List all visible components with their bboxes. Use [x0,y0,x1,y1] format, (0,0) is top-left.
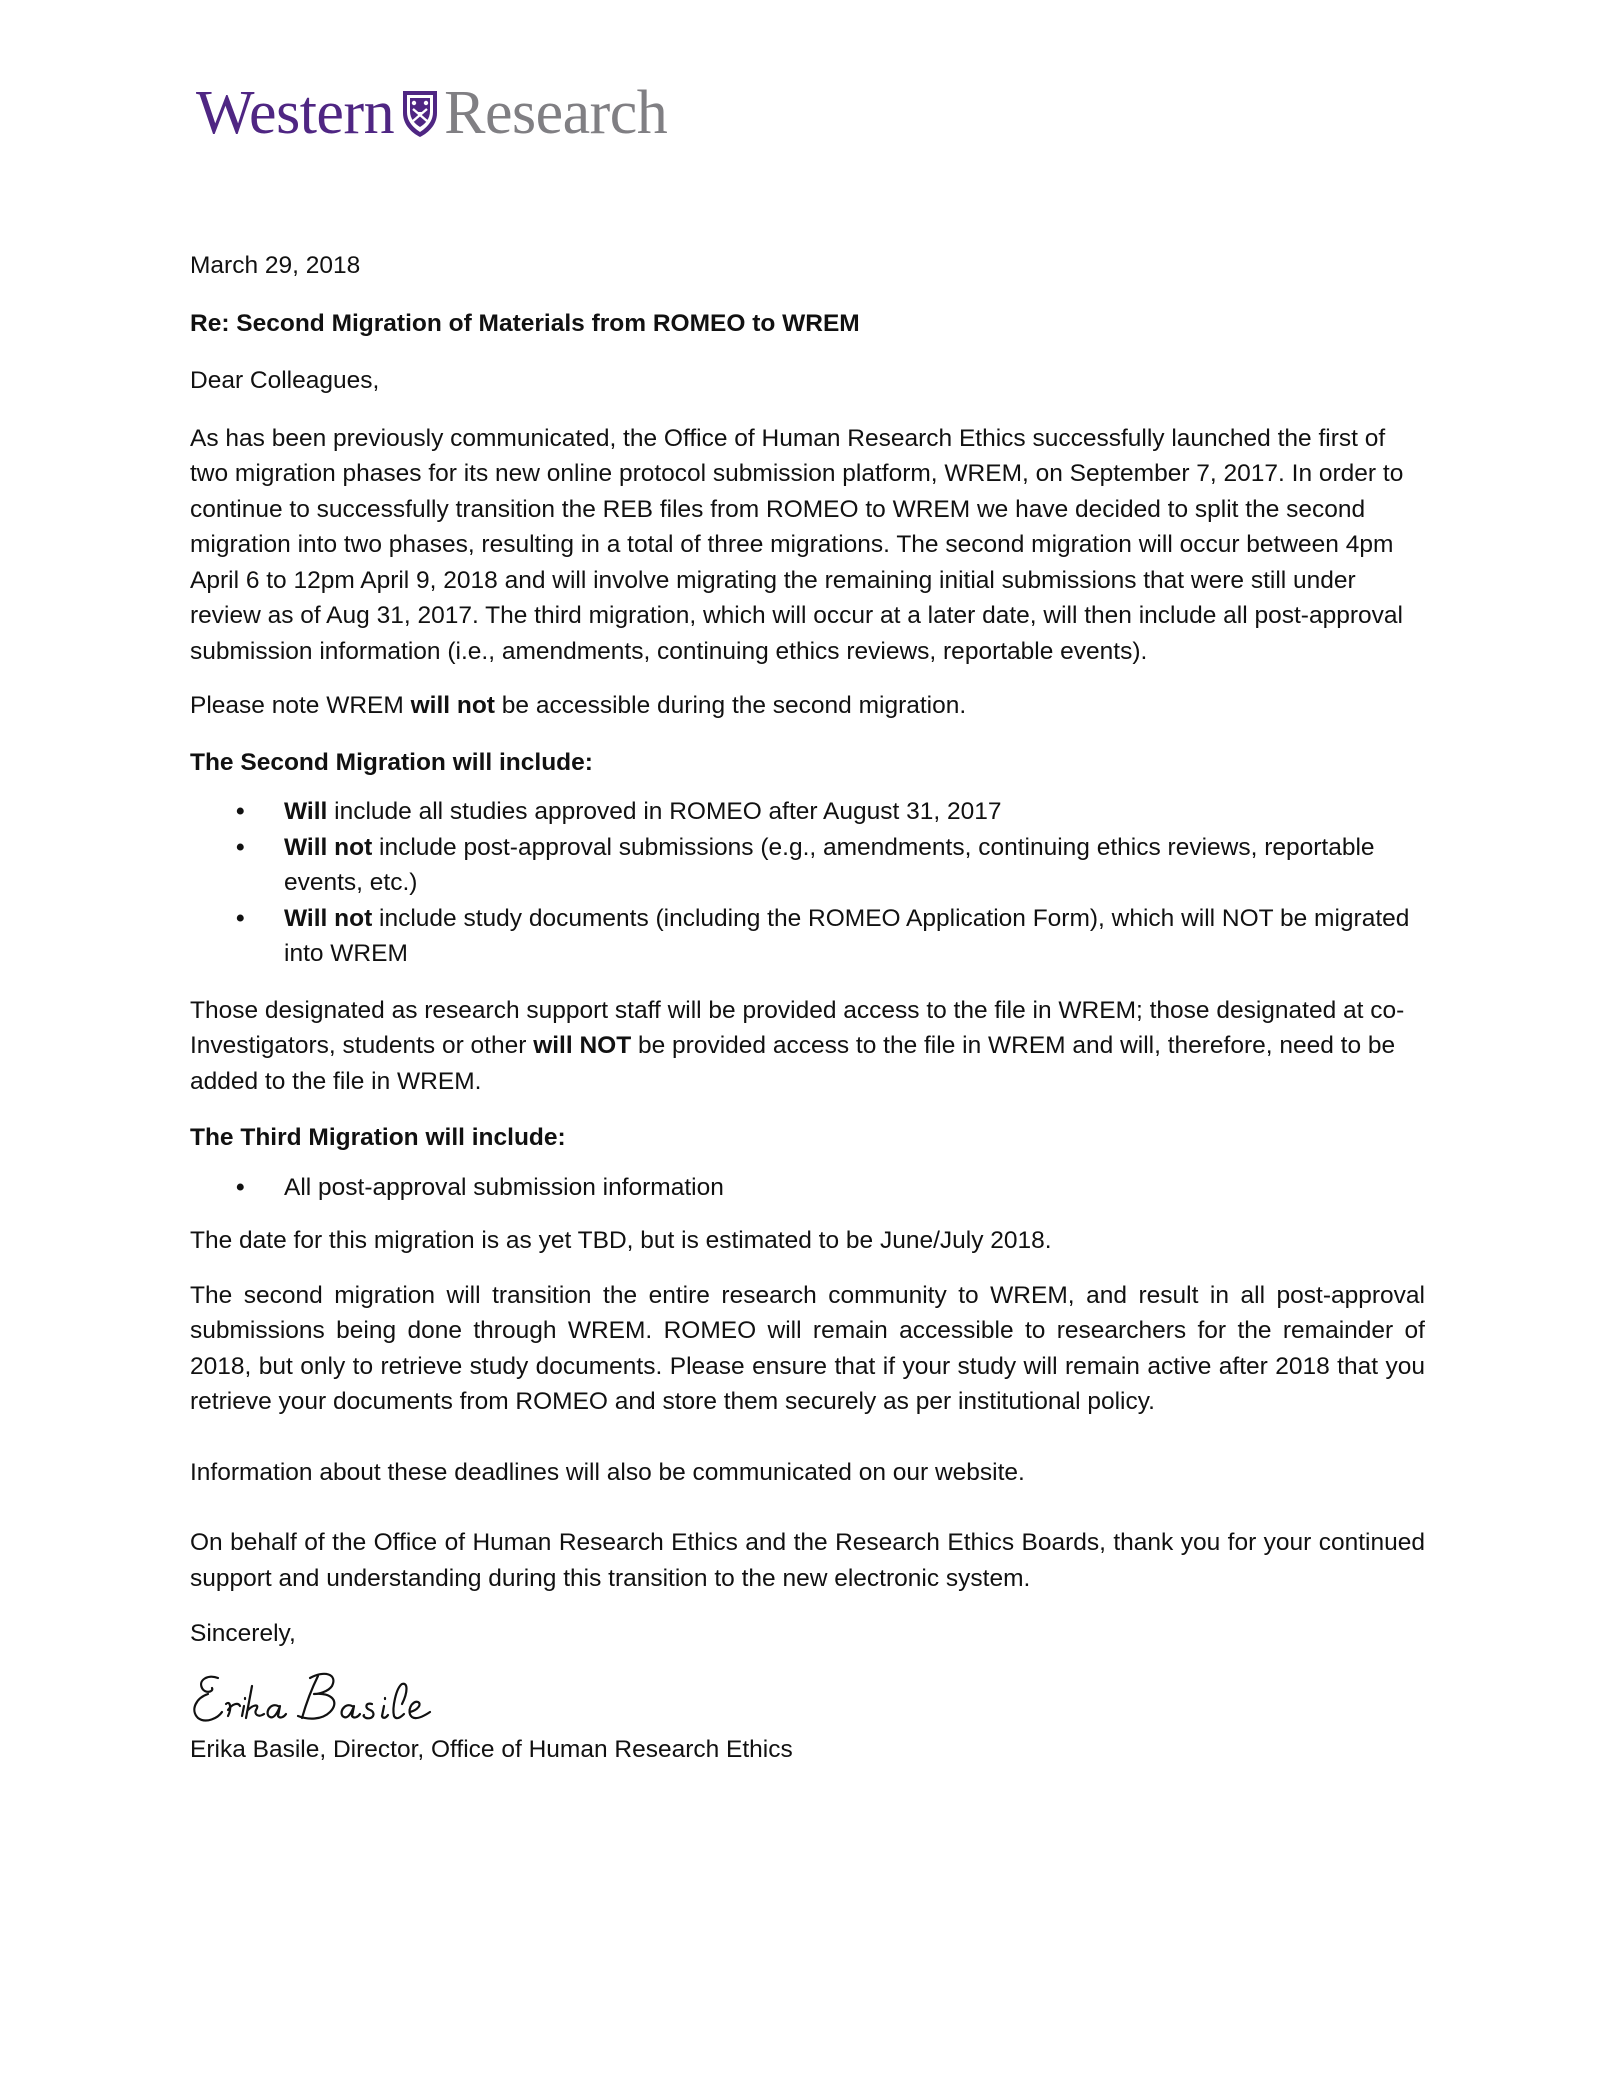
third-migration-heading: The Third Migration will include: [190,1124,566,1151]
second-migration-list [190,794,1425,972]
handwritten-signature [186,1664,476,1728]
transition-paragraph: The second migration will transition the entire research community to WREM, and result in all post-approval submissions being done through WREM. ROMEO will remain accessible to researchers for the remainder of 2018, but only to retrieve study documents. Please ensure that if your study will remain active after 2018 that you retrieve your documents from ROMEO and store them securely as per institutional policy. [190,1281,1425,1415]
list-item-bold: Will not [284,904,373,932]
note-text-bold: will not [410,692,495,719]
thanks-paragraph: On behalf of the Office of Human Research Ethics and the Research Ethics Boards, thank you for your continued support and understanding during this transition to the new electronic system. [190,1529,1425,1592]
bullet-icon: • [236,904,245,932]
letter-salutation: Dear Colleagues, [190,367,380,394]
list-item-text: include all studies approved in ROMEO after August 31, 2017 [327,798,1002,825]
note-text-before: Please note WREM [190,692,411,719]
bullet-icon: • [236,833,245,861]
website-paragraph: Information about these deadlines will also be communicated on our website. [190,1458,1025,1486]
letter-date: March 29, 2018 [190,252,361,279]
intro-paragraph: As has been previously communicated, the Office of Human Research Ethics successfully launched the first of two migration phases for its new online protocol submission platform, WREM, on September 7, 2017. In order to continue to successfully transition the REB files from ROMEO to WREM we have decided to split the second migration into two phases, resulting in a total of three migrations. The second migration will occur between 4pm April 6 to 12pm April 9, 2018 and will involve migrating the remaining initial submissions that were still under review as of Aug 31, 2017. The third migration, which will occur at a later date, will then include all post-approval submission information (i.e., amendments, continuing ethics reviews, reportable events). [190,424,1404,665]
western-crest-icon [400,87,440,139]
list-item-text: All post-approval submission information [284,1173,724,1201]
letter-closing: Sincerely, [190,1620,296,1647]
list-item-text: include post-approval submissions (e.g., amendments, continuing ethics reviews, reportable events, etc.) [284,833,1375,896]
third-migration-list [190,1170,1425,1206]
signer-name-title: Erika Basile, Director, Office of Human Research Ethics [190,1735,793,1763]
staff-text-after: be provided access to the file in WREM and will, therefore, need to be added to the file in WREM. [190,1032,1396,1095]
list-item [190,1170,1425,1206]
bullet-icon: • [236,1173,245,1201]
bullet-icon: • [236,798,245,825]
list-item [190,830,1425,901]
list-item [190,794,1425,830]
list-item-bold: Will [284,798,328,825]
second-migration-heading: The Second Migration will include: [190,748,593,776]
staff-access-paragraph [190,993,1425,1100]
logo-western-text: Western [196,79,395,147]
accessibility-note [190,688,1425,724]
logo-research-text: Research [444,79,668,147]
letter-subject: Re: Second Migration of Materials from ROMEO to WREM [190,309,860,337]
list-item-bold: Will not [284,833,373,861]
staff-text-before: Those designated as research support staff will be provided access to the file in WREM; those designated at co-Investigators, students or other [190,996,1405,1059]
list-item [190,901,1425,972]
letter-body [190,248,1425,1767]
list-item-text: include study documents (including the ROMEO Application Form), which will NOT be migrated into WREM [284,904,1410,967]
tbd-paragraph: The date for this migration is as yet TBD, but is estimated to be June/July 2018. [190,1227,1052,1254]
western-research-logo [196,79,668,147]
note-text-after: be accessible during the second migration. [494,692,967,719]
staff-text-bold: will NOT [533,1032,632,1059]
